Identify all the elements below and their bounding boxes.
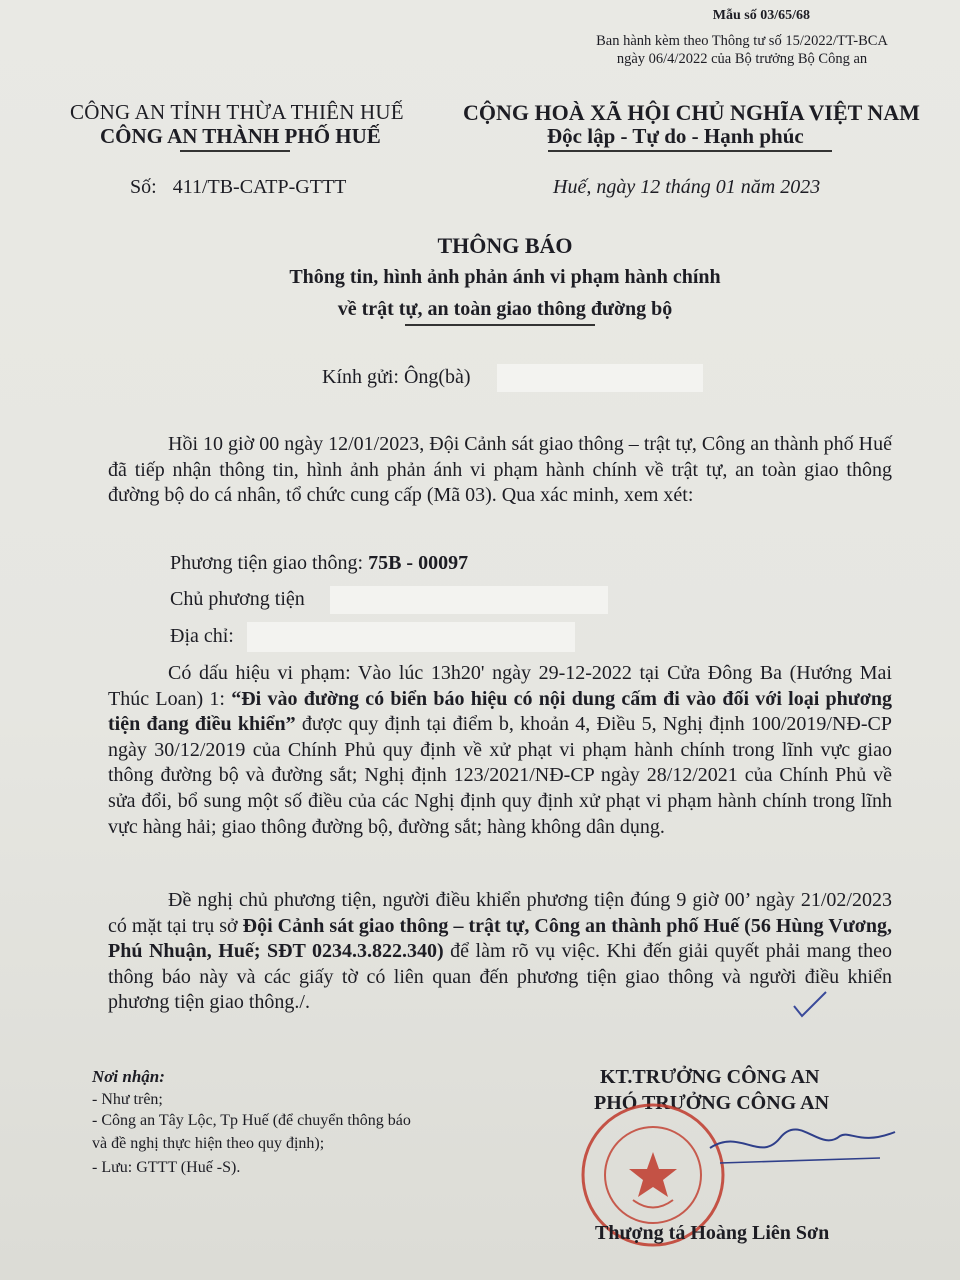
recipient-item: - Công an Tây Lộc, Tp Huế (để chuyển thông báo — [92, 1112, 411, 1129]
request-text-a: Đề nghị chủ phương tiện, người điều khiển phương tiện đúng 9 giờ 00’ ngày 21/02/2023 có mặt tại trụ sở — [108, 889, 892, 937]
violation-description: “Đi vào đường có biển báo hiệu có nội dung cấm đi vào đối với loại phương tiện đang điều khiển” — [108, 687, 892, 736]
check-mark-icon — [790, 990, 830, 1020]
document-date: Huế, ngày 12 tháng 01 năm 2023 — [553, 176, 821, 198]
document-subtitle-line-1: Thông tin, hình ảnh phản ánh vi phạm hành chính — [289, 266, 721, 288]
title-underline — [405, 324, 595, 326]
agency-parent: CÔNG AN TỈNH THỪA THIÊN HUẾ — [70, 100, 404, 124]
violation-text-b: được quy định tại điểm b, khoản 4, Điều 5, Nghị định 100/2019/NĐ-CP ngày 30/12/2019 của Chính Phủ quy định về xử phạt vi phạm hành chính trong lĩnh vực giao thông đường bộ và đường sắt; Nghị định 123/2021/NĐ-CP ngày 28/12/2021 của Chính Phủ về sửa đổi, bổ sung một số điều của các Nghị định quy định xử phạt vi phạm hành chính trong lĩnh vực hàng hải; giao thông đường bộ, đường sắt; hàng không dân dụng. — [108, 713, 892, 838]
redacted-recipient — [497, 364, 703, 392]
national-motto: Độc lập - Tự do - Hạnh phúc — [547, 124, 804, 148]
form-note-line-2: ngày 06/4/2022 của Bộ trưởng Bộ Công an — [616, 51, 868, 67]
redacted-address — [247, 622, 575, 652]
greeting: Kính gửi: Ông(bà) — [322, 366, 471, 388]
recipient-item: và đề nghị thực hiện theo quy định); — [92, 1135, 325, 1152]
paragraph-violation — [108, 661, 892, 840]
agency-underline — [180, 150, 290, 152]
document-title: THÔNG BÁO — [437, 233, 573, 258]
signature-title-2: PHÓ TRƯỞNG CÔNG AN — [594, 1092, 830, 1114]
motto-underline — [548, 150, 832, 152]
recipients-heading: Nơi nhận: — [92, 1067, 165, 1086]
form-note — [592, 32, 892, 68]
paragraph-intro: Hồi 10 giờ 00 ngày 12/01/2023, Đội Cảnh sát giao thông – trật tự, Công an thành phố Huế đã tiếp nhận thông tin, hình ảnh phản ánh vi phạm hành chính về trật tự, an toàn giao thông đường bộ do cá nhân, tổ chức cung cấp (Mã 03). Qua xác minh, xem xét: — [108, 433, 892, 507]
vehicle-row — [170, 552, 468, 575]
redacted-owner — [330, 586, 608, 614]
document-subtitle-line-2: về trật tự, an toàn giao thông đường bộ — [337, 298, 673, 320]
address-label: Địa chỉ: — [170, 625, 234, 647]
vehicle-plate: 75B - 00097 — [368, 552, 469, 574]
document-number-label: Số: — [130, 176, 157, 198]
signature-title-1: KT.TRƯỞNG CÔNG AN — [600, 1066, 820, 1088]
document-number-value: 411/TB-CATP-GTTT — [172, 176, 347, 198]
signer-name: Thượng tá Hoàng Liên Sơn — [595, 1222, 830, 1244]
request-location: Đội Cảnh sát giao thông – trật tự, Công an thành phố Huế (56 Hùng Vương, Phú Nhuận, Huế; SĐT 0234.3.822.340) — [108, 914, 892, 963]
request-text-b: để làm rõ vụ việc. Khi đến giải quyết phải mang theo thông báo này và các giấy tờ có liên quan đến phương tiện giao thông và người điều khiển phương tiện giao thông./. — [108, 940, 892, 1014]
national-title: CỘNG HOÀ XÃ HỘI CHỦ NGHĨA VIỆT NAM — [463, 100, 920, 125]
form-note-line-1: Ban hành kèm theo Thông tư số 15/2022/TT-BCA — [596, 33, 888, 49]
vehicle-label: Phương tiện giao thông: — [170, 552, 369, 574]
recipient-item: - Lưu: GTTT (Huế -S). — [92, 1159, 241, 1176]
recipient-item: - Như trên; — [92, 1091, 163, 1108]
violation-text-a: Có dấu hiệu vi phạm: Vào lúc 13h20' ngày 29-12-2022 tại Cửa Đông Ba (Hướng Mai Thúc Loan) 1: — [108, 662, 892, 710]
document-number — [130, 176, 346, 199]
agency-name: CÔNG AN THÀNH PHỐ HUẾ — [100, 124, 381, 148]
paragraph-request — [108, 888, 892, 1016]
signature-icon — [700, 1118, 900, 1178]
owner-label: Chủ phương tiện — [170, 588, 305, 610]
form-number: Mẫu số 03/65/68 — [712, 8, 810, 23]
